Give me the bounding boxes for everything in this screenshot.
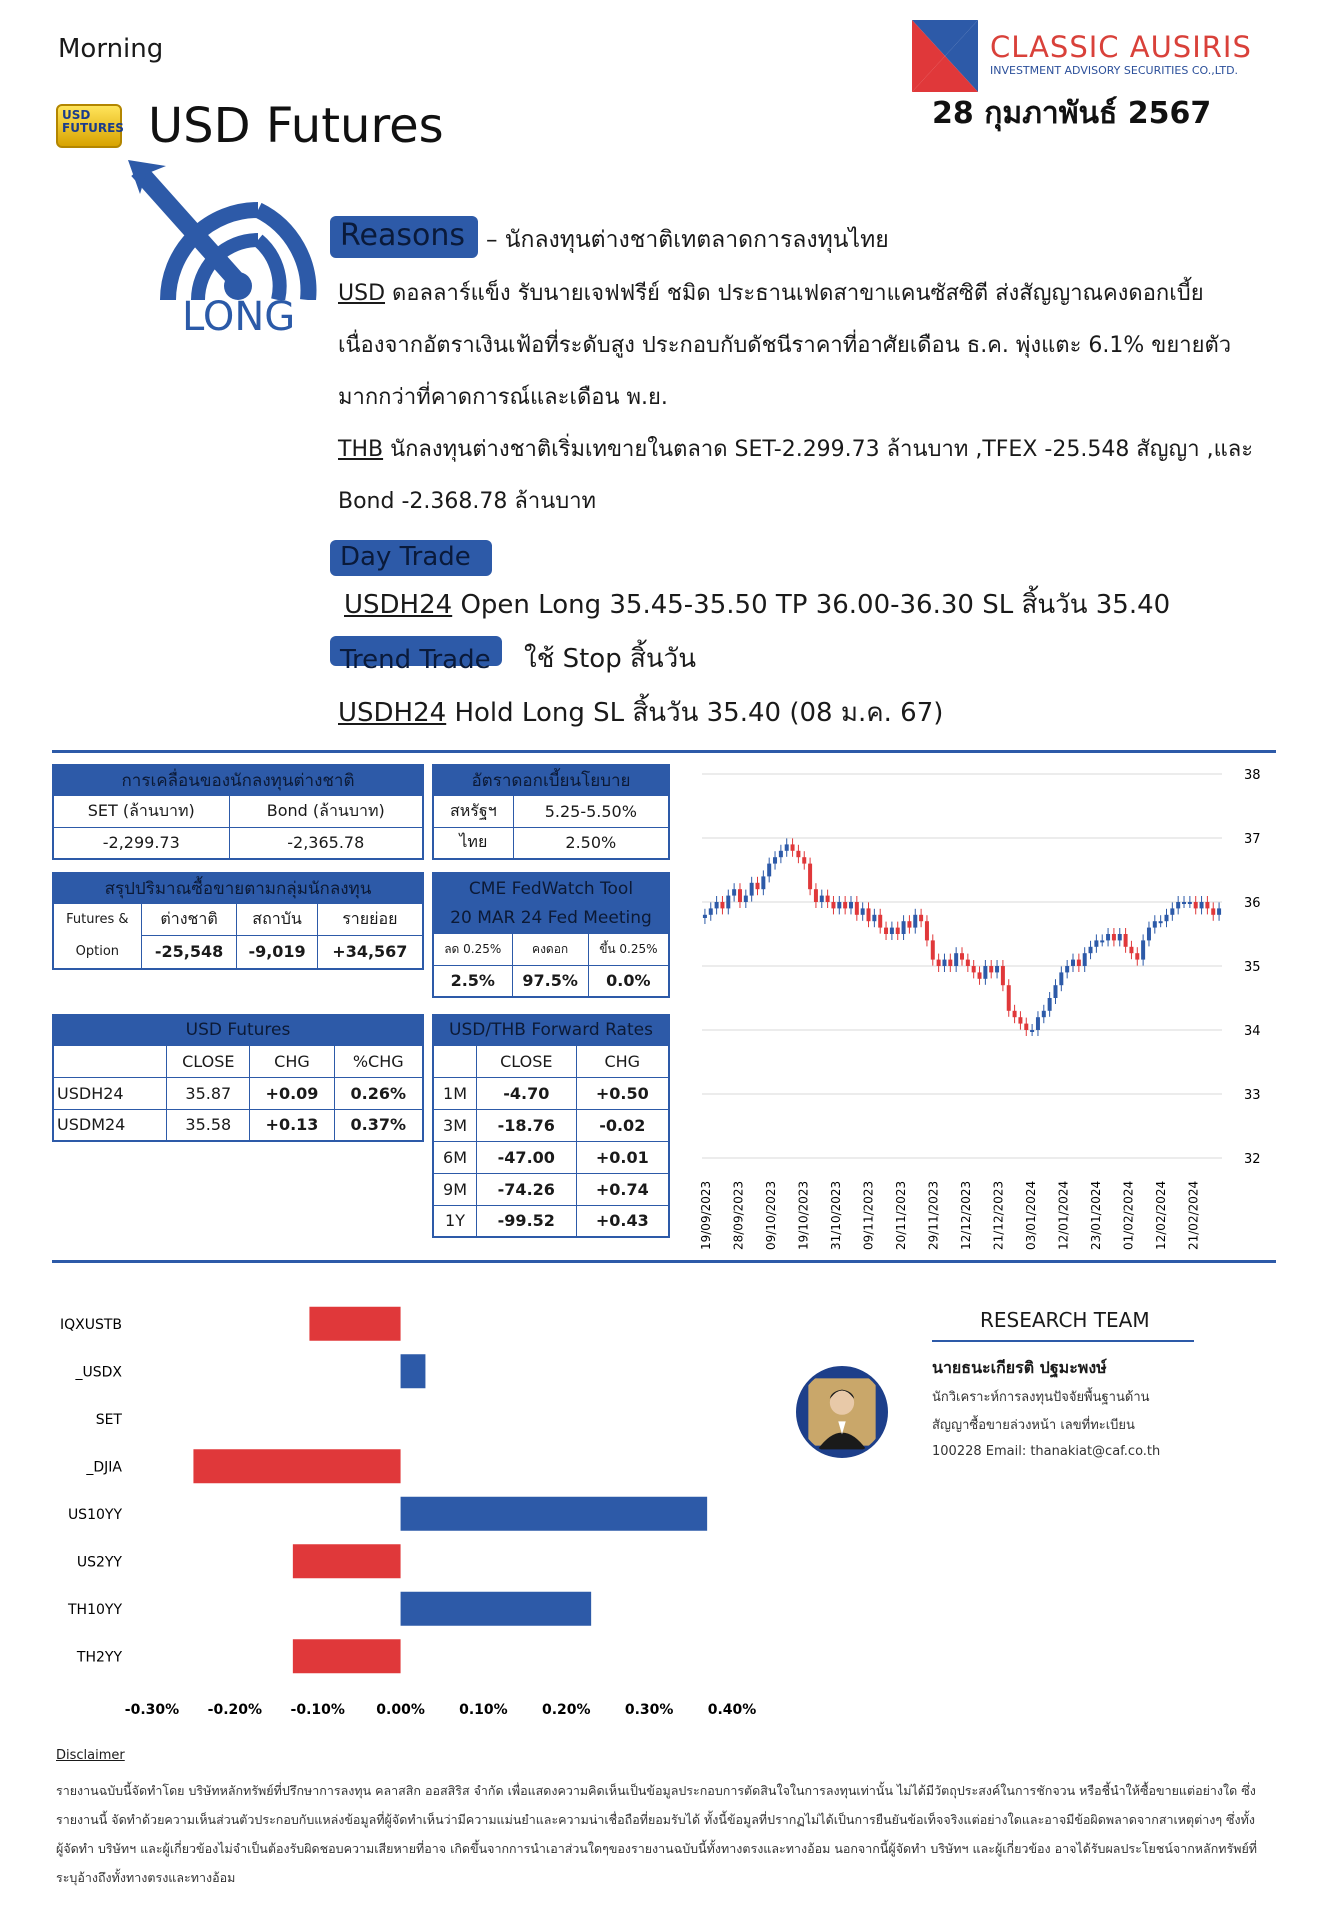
day-trade-text: Open Long 35.45-35.50 TP 36.00-36.30 SL สิ้นวัน 35.40 [452, 590, 1171, 620]
candle-body [1135, 953, 1139, 959]
reasons-tag: Reasons [330, 216, 478, 258]
tenor-cell: 6M [433, 1141, 477, 1173]
candle-body [995, 966, 999, 972]
candle-body [715, 902, 719, 908]
row-label-1: Futures & [66, 911, 129, 927]
analyst-role: นักวิเคราะห์การลงทุนปัจจัยพื้นฐานด้าน [932, 1390, 1150, 1405]
bar [309, 1307, 400, 1341]
cut-label: ลด 0.25% [433, 933, 512, 965]
category-label: SET [95, 1411, 122, 1428]
chg-cell: +0.50 [576, 1077, 669, 1109]
candle-body [872, 915, 876, 921]
tenor-cell: 1M [433, 1077, 477, 1109]
candle-body [966, 960, 970, 966]
brand-subtitle: INVESTMENT ADVISORY SECURITIES CO.,LTD. [990, 64, 1239, 77]
company-logo-icon [912, 20, 978, 92]
analyst-avatar [796, 1366, 888, 1458]
candle-body [767, 864, 771, 877]
candle-body [843, 902, 847, 908]
table-row [433, 1173, 669, 1205]
candle-body [1147, 928, 1151, 941]
brand-name: CLASSIC AUSIRIS [990, 30, 1252, 64]
page-title: USD Futures [148, 98, 444, 154]
candle-body [1194, 902, 1198, 908]
candle-body [931, 940, 935, 959]
close-cell: -18.76 [477, 1109, 577, 1141]
candle-body [831, 902, 835, 908]
candle-body [814, 889, 818, 902]
candle-body [837, 902, 841, 908]
th-rate-label: ไทย [433, 827, 513, 859]
foreign-label: ต่างชาติ [141, 903, 237, 936]
symbol-cell: USDH24 [53, 1077, 167, 1109]
x-tick-label: 12/02/2024 [1154, 1180, 1168, 1250]
candle-body [1106, 934, 1110, 940]
candle-body [978, 972, 982, 978]
candle-body [1100, 940, 1104, 942]
candle-body [1153, 921, 1157, 927]
usd-line-1: ดอลลาร์แข็ง รับนายเจฟฟรีย์ ชมิด ประธานเฟดสาขาแคนซัสซิตี ส่งสัญญาณคงดอกเบี้ย [385, 281, 1204, 306]
set-label: SET (ล้านบาท) [53, 795, 229, 827]
candle-body [738, 889, 742, 902]
candle-body [1001, 966, 1005, 985]
bar [293, 1544, 401, 1578]
table-row [433, 1205, 669, 1237]
x-tick-label: 21/12/2023 [991, 1180, 1006, 1250]
candle-body [785, 844, 789, 850]
chg-cell: +0.74 [576, 1173, 669, 1205]
y-tick-label: 37 [1244, 832, 1261, 847]
candle-body [942, 960, 946, 966]
usd-futures-title: USD Futures [53, 1015, 423, 1045]
candle-body [960, 953, 964, 959]
candle-body [773, 857, 777, 863]
candle-body [1094, 940, 1098, 946]
candle-body [779, 851, 783, 857]
table-row [53, 1109, 423, 1141]
tenor-cell: 9M [433, 1173, 477, 1205]
session-label: Morning [58, 34, 164, 64]
candle-body [1211, 908, 1215, 914]
bar [401, 1354, 426, 1388]
x-tick-label: -0.20% [207, 1702, 263, 1718]
x-tick-label: 09/10/2023 [764, 1180, 778, 1250]
header-cell: CLOSE [477, 1045, 577, 1077]
x-tick-label: 31/10/2023 [829, 1180, 843, 1250]
table-row [433, 1109, 669, 1141]
tenor-cell: 3M [433, 1109, 477, 1141]
tenor-cell: 1Y [433, 1205, 477, 1237]
candle-body [954, 953, 958, 966]
candle-body [948, 960, 952, 966]
thb-key: THB [338, 437, 384, 462]
candle-body [1053, 985, 1057, 998]
report-date: 28 กุมภาพันธ์ 2567 [932, 96, 1212, 131]
us-rate-label: สหรัฐฯ [433, 795, 513, 827]
day-trade-symbol: USDH24 [344, 590, 453, 620]
x-tick-label: 0.00% [376, 1702, 425, 1718]
candle-body [1007, 985, 1011, 1011]
day-trade-tag: Day Trade [330, 540, 492, 576]
pct-chg-cell: 0.37% [334, 1109, 423, 1141]
header-cell: CHG [250, 1045, 334, 1077]
chg-cell: +0.43 [576, 1205, 669, 1237]
day-trade-plan [344, 584, 1170, 625]
trend-trade-tag: Trend Trade [330, 636, 502, 666]
candle-body [802, 857, 806, 863]
candle-body [1112, 934, 1116, 940]
candle-body [796, 851, 800, 857]
institution-value: -9,019 [237, 936, 317, 969]
pct-chg-cell: 0.26% [334, 1077, 423, 1109]
candle-body [761, 876, 765, 889]
candle-body [1048, 998, 1052, 1011]
header-cell: CHG [576, 1045, 669, 1077]
disclaimer-title: Disclaimer [56, 1748, 125, 1763]
header-cell: %CHG [334, 1045, 423, 1077]
y-tick-label: 34 [1244, 1024, 1261, 1039]
hike-label: ขึ้น 0.25% [588, 933, 669, 965]
candle-body [1182, 902, 1186, 904]
thb-line-2: Bond -2.368.78 ล้านบาท [338, 489, 597, 514]
category-label: TH2YY [76, 1649, 122, 1666]
candle-body [726, 896, 730, 909]
analyst-name: นายธนะเกียรติ ปฐมะพงษ์ [932, 1358, 1107, 1377]
fedwatch-table [432, 872, 670, 998]
bond-value: -2,365.78 [229, 827, 423, 859]
chg-cell: -0.02 [576, 1109, 669, 1141]
x-tick-label: 01/02/2024 [1121, 1180, 1136, 1250]
x-tick-label: 03/01/2024 [1024, 1180, 1038, 1250]
header-cell [53, 1045, 167, 1077]
candle-body [925, 921, 929, 940]
usd-line-3: มากกว่าที่คาดการณ์และเดือน พ.ย. [338, 385, 668, 410]
candle-body [720, 902, 724, 908]
usd-line-2: เนื่องจากอัตราเงินเฟ้อที่ระดับสูง ประกอบกับดัชนีราคาที่อาศัยเดือน ธ.ค. พุ่งแตะ 6.1% ขยายตัว [338, 333, 1232, 358]
candle-body [1159, 921, 1163, 923]
bond-label: Bond (ล้านบาท) [229, 795, 423, 827]
policy-rate-table [432, 764, 670, 860]
analyst-license: สัญญาซื้อขายล่วงหน้า เลขที่ทะเบียน [932, 1418, 1135, 1433]
candle-body [744, 896, 748, 902]
table-row [433, 1141, 669, 1173]
candle-body [913, 915, 917, 928]
y-tick-label: 33 [1244, 1088, 1261, 1103]
candle-body [1118, 934, 1122, 940]
y-tick-label: 35 [1244, 960, 1261, 975]
retail-label: รายย่อย [317, 903, 423, 936]
x-tick-label: 23/01/2024 [1089, 1180, 1103, 1250]
candle-body [1129, 947, 1133, 953]
thb-line-1: นักลงทุนต่างชาติเริ่มเทขายในตลาด SET-2.299.73 ล้านบาท ,TFEX -25.548 สัญญา ,และ [383, 437, 1254, 462]
cut-value: 2.5% [433, 965, 512, 997]
close-cell: -99.52 [477, 1205, 577, 1237]
target-dart-icon [128, 160, 328, 300]
candle-body [791, 844, 795, 850]
candle-body [919, 915, 923, 921]
foreign-flow-table [52, 764, 424, 860]
x-tick-label: 12/12/2023 [959, 1180, 973, 1250]
x-tick-label: 0.10% [459, 1702, 508, 1718]
candle-body [849, 902, 853, 908]
usd-reason [338, 268, 1258, 424]
candle-body [855, 902, 859, 915]
candle-body [989, 966, 993, 972]
position-label: LONG [182, 294, 296, 340]
candle-body [1217, 908, 1221, 914]
candle-body [867, 908, 871, 921]
candle-body [820, 896, 824, 902]
candle-body [1141, 940, 1145, 959]
category-label: TH10YY [68, 1601, 122, 1618]
candle-body [890, 928, 894, 934]
x-tick-label: 21/02/2024 [1186, 1180, 1201, 1250]
policy-rate-title: อัตราดอกเบี้ยนโยบาย [433, 765, 669, 795]
x-tick-label: 20/11/2023 [894, 1180, 908, 1250]
category-label: _USDX [75, 1364, 122, 1381]
x-tick-label: 28/09/2023 [731, 1180, 746, 1250]
candle-body [884, 928, 888, 934]
usd-futures-table [52, 1014, 424, 1142]
candle-body [750, 883, 754, 896]
candle-body [703, 915, 707, 918]
thb-reason [338, 424, 1258, 528]
category-label: IQXUSTB [59, 1316, 122, 1333]
candle-body [1024, 1024, 1028, 1030]
category-label: _DJIA [86, 1459, 122, 1476]
candle-body [709, 908, 713, 914]
x-tick-label: 19/10/2023 [796, 1180, 811, 1250]
forward-rates-table [432, 1014, 670, 1238]
y-tick-label: 38 [1244, 768, 1261, 783]
disclaimer-body: รายงานฉบับนี้จัดทำโดย บริษัทหลักทรัพย์ที่ปรึกษาการลงทุน คลาสสิก ออสสิริส จำกัด เพื่อแสดงความคิดเห็นเป็นข้อมูลประกอบการตัดสินใจในการลงทุนเท่านั้น ไม่ได้มีวัตถุประสงค์ในการชักจวน หรือชี้นำให้ซื้อขายแต่อย่างใด ซึ่งรายงานนี้ จัดทำด้วยความเห็นส่วนตัวประกอบกับแหล่งข้อมูลที่ผู้จัดทำเห็นว่ามีความแม่นยำและความน่าเชื่อถือที่ยอมรับได้ ทั้งนี้ข้อมูลที่ปรากฏไม่ได้เป็นการยืนยันข้อเท็จจริงแต่อย่างใดและอาจมีข้อผิดพลาดจากสาเหตุต่างๆ ซึ่งทั้งผู้จัดทำ บริษัทฯ และผู้เกี่ยวข้องไม่จำเป็นต้องรับผิดชอบความเสียหายที่อาจ เกิดขึ้นจากการนำเอาส่วนใดๆของรายงานฉบับนี้ทั้งทางตรงและทางอ้อม นอกจากนี้ผู้จัดทำ บริษัทฯ และผู้เกี่ยวข้อง อาจได้รับผลประโยชน์จากหลักทรัพย์ที่ระบุอ้างถึงทั้งทางตรงและทางอ้อม [56, 1783, 1258, 1885]
table-row [433, 1077, 669, 1109]
person-icon [799, 1369, 885, 1455]
trend-trade-headline: ใช้ Stop สิ้นวัน [524, 644, 696, 674]
bar [401, 1497, 708, 1531]
candle-body [878, 915, 882, 928]
section-divider-top [52, 750, 1276, 753]
candle-body [826, 896, 830, 902]
candle-body [1188, 902, 1192, 904]
x-tick-label: 09/11/2023 [861, 1180, 876, 1250]
x-tick-label: 0.30% [624, 1702, 674, 1718]
table-row [53, 1077, 423, 1109]
market-change-bar-chart [52, 1280, 772, 1726]
symbol-cell: USDM24 [53, 1109, 167, 1141]
candle-body [1036, 1017, 1040, 1030]
candle-body [1013, 1011, 1017, 1017]
trend-trade-plan [338, 692, 943, 733]
x-tick-label: 0.20% [541, 1702, 591, 1718]
candle-body [983, 966, 987, 979]
candle-body [1059, 972, 1063, 985]
section-divider-bottom [52, 1260, 1276, 1263]
usd-price-chart [692, 760, 1278, 1260]
candle-body [732, 889, 736, 895]
candle-body [1018, 1017, 1022, 1023]
institution-label: สถาบัน [237, 903, 317, 936]
candle-body [896, 928, 900, 934]
candle-body [907, 921, 911, 927]
investor-groups-title: สรุปปริมาณซื้อขายตามกลุ่มนักลงทุน [53, 873, 423, 903]
candle-body [1083, 953, 1087, 966]
candle-body [1170, 908, 1174, 914]
chg-cell: +0.09 [250, 1077, 334, 1109]
reasons-headline: – นักลงทุนต่างชาติเทตลาดการลงทุนไทย [486, 227, 889, 253]
badge-text: USD FUTURES [62, 108, 124, 135]
usd-key: USD [338, 281, 386, 306]
candle-body [861, 908, 865, 914]
candle-body [808, 864, 812, 890]
y-tick-label: 36 [1244, 896, 1261, 911]
candle-body [1124, 934, 1128, 947]
candle-body [937, 960, 941, 966]
foreign-value: -25,548 [141, 936, 237, 969]
candle-body [1200, 902, 1204, 908]
header-cell: CLOSE [167, 1045, 250, 1077]
x-tick-label: 12/01/2024 [1056, 1180, 1071, 1250]
set-value: -2,299.73 [53, 827, 229, 859]
forward-rates-title: USD/THB Forward Rates [433, 1015, 669, 1045]
y-tick-label: 32 [1244, 1152, 1261, 1167]
x-tick-label: -0.30% [124, 1702, 180, 1718]
th-rate-value: 2.50% [513, 827, 669, 859]
candle-body [1071, 960, 1075, 966]
hold-label: คงดอก [512, 933, 588, 965]
close-cell: -74.26 [477, 1173, 577, 1205]
candle-body [1030, 1030, 1034, 1032]
research-team-title: RESEARCH TEAM [980, 1308, 1150, 1332]
hike-value: 0.0% [588, 965, 669, 997]
trend-trade-symbol: USDH24 [338, 698, 447, 728]
usd-futures-badge-icon [56, 104, 122, 148]
fedwatch-title: CME FedWatch Tool [433, 873, 669, 903]
candle-body [1042, 1011, 1046, 1017]
header-cell [433, 1045, 477, 1077]
investor-groups-table [52, 872, 424, 970]
candle-body [1089, 947, 1093, 953]
candle-body [1176, 902, 1180, 908]
candle-body [1065, 966, 1069, 972]
chg-cell: +0.01 [576, 1141, 669, 1173]
close-cell: 35.87 [167, 1077, 250, 1109]
category-label: US2YY [76, 1554, 122, 1571]
us-rate-value: 5.25-5.50% [513, 795, 669, 827]
research-team-divider [932, 1340, 1194, 1342]
candle-body [756, 883, 760, 889]
candle-body [1205, 902, 1209, 908]
candle-body [972, 966, 976, 972]
close-cell: 35.58 [167, 1109, 250, 1141]
candle-body [1164, 915, 1168, 921]
close-cell: -4.70 [477, 1077, 577, 1109]
trend-trade-text: Hold Long SL สิ้นวัน 35.40 (08 ม.ค. 67) [446, 698, 944, 728]
row-label-2: Option [75, 943, 120, 959]
candle-body [1077, 960, 1081, 966]
hold-value: 97.5% [512, 965, 588, 997]
analyst-contact: 100228 Email: thanakiat@caf.co.th [932, 1444, 1161, 1459]
foreign-flow-title: การเคลื่อนของนักลงทุนต่างชาติ [53, 765, 423, 795]
x-tick-label: 19/09/2023 [699, 1180, 713, 1250]
fedwatch-meeting: 20 MAR 24 Fed Meeting [433, 903, 669, 933]
category-label: US10YY [67, 1506, 122, 1523]
candle-body [902, 921, 906, 934]
x-tick-label: 29/11/2023 [926, 1180, 941, 1250]
retail-value: +34,567 [317, 936, 423, 969]
chg-cell: +0.13 [250, 1109, 334, 1141]
x-tick-label: 0.40% [707, 1702, 757, 1718]
bar [293, 1639, 401, 1673]
bar [193, 1449, 400, 1483]
bar [401, 1592, 592, 1626]
futures-option-label [53, 903, 141, 969]
x-tick-label: -0.10% [290, 1702, 345, 1718]
close-cell: -47.00 [477, 1141, 577, 1173]
